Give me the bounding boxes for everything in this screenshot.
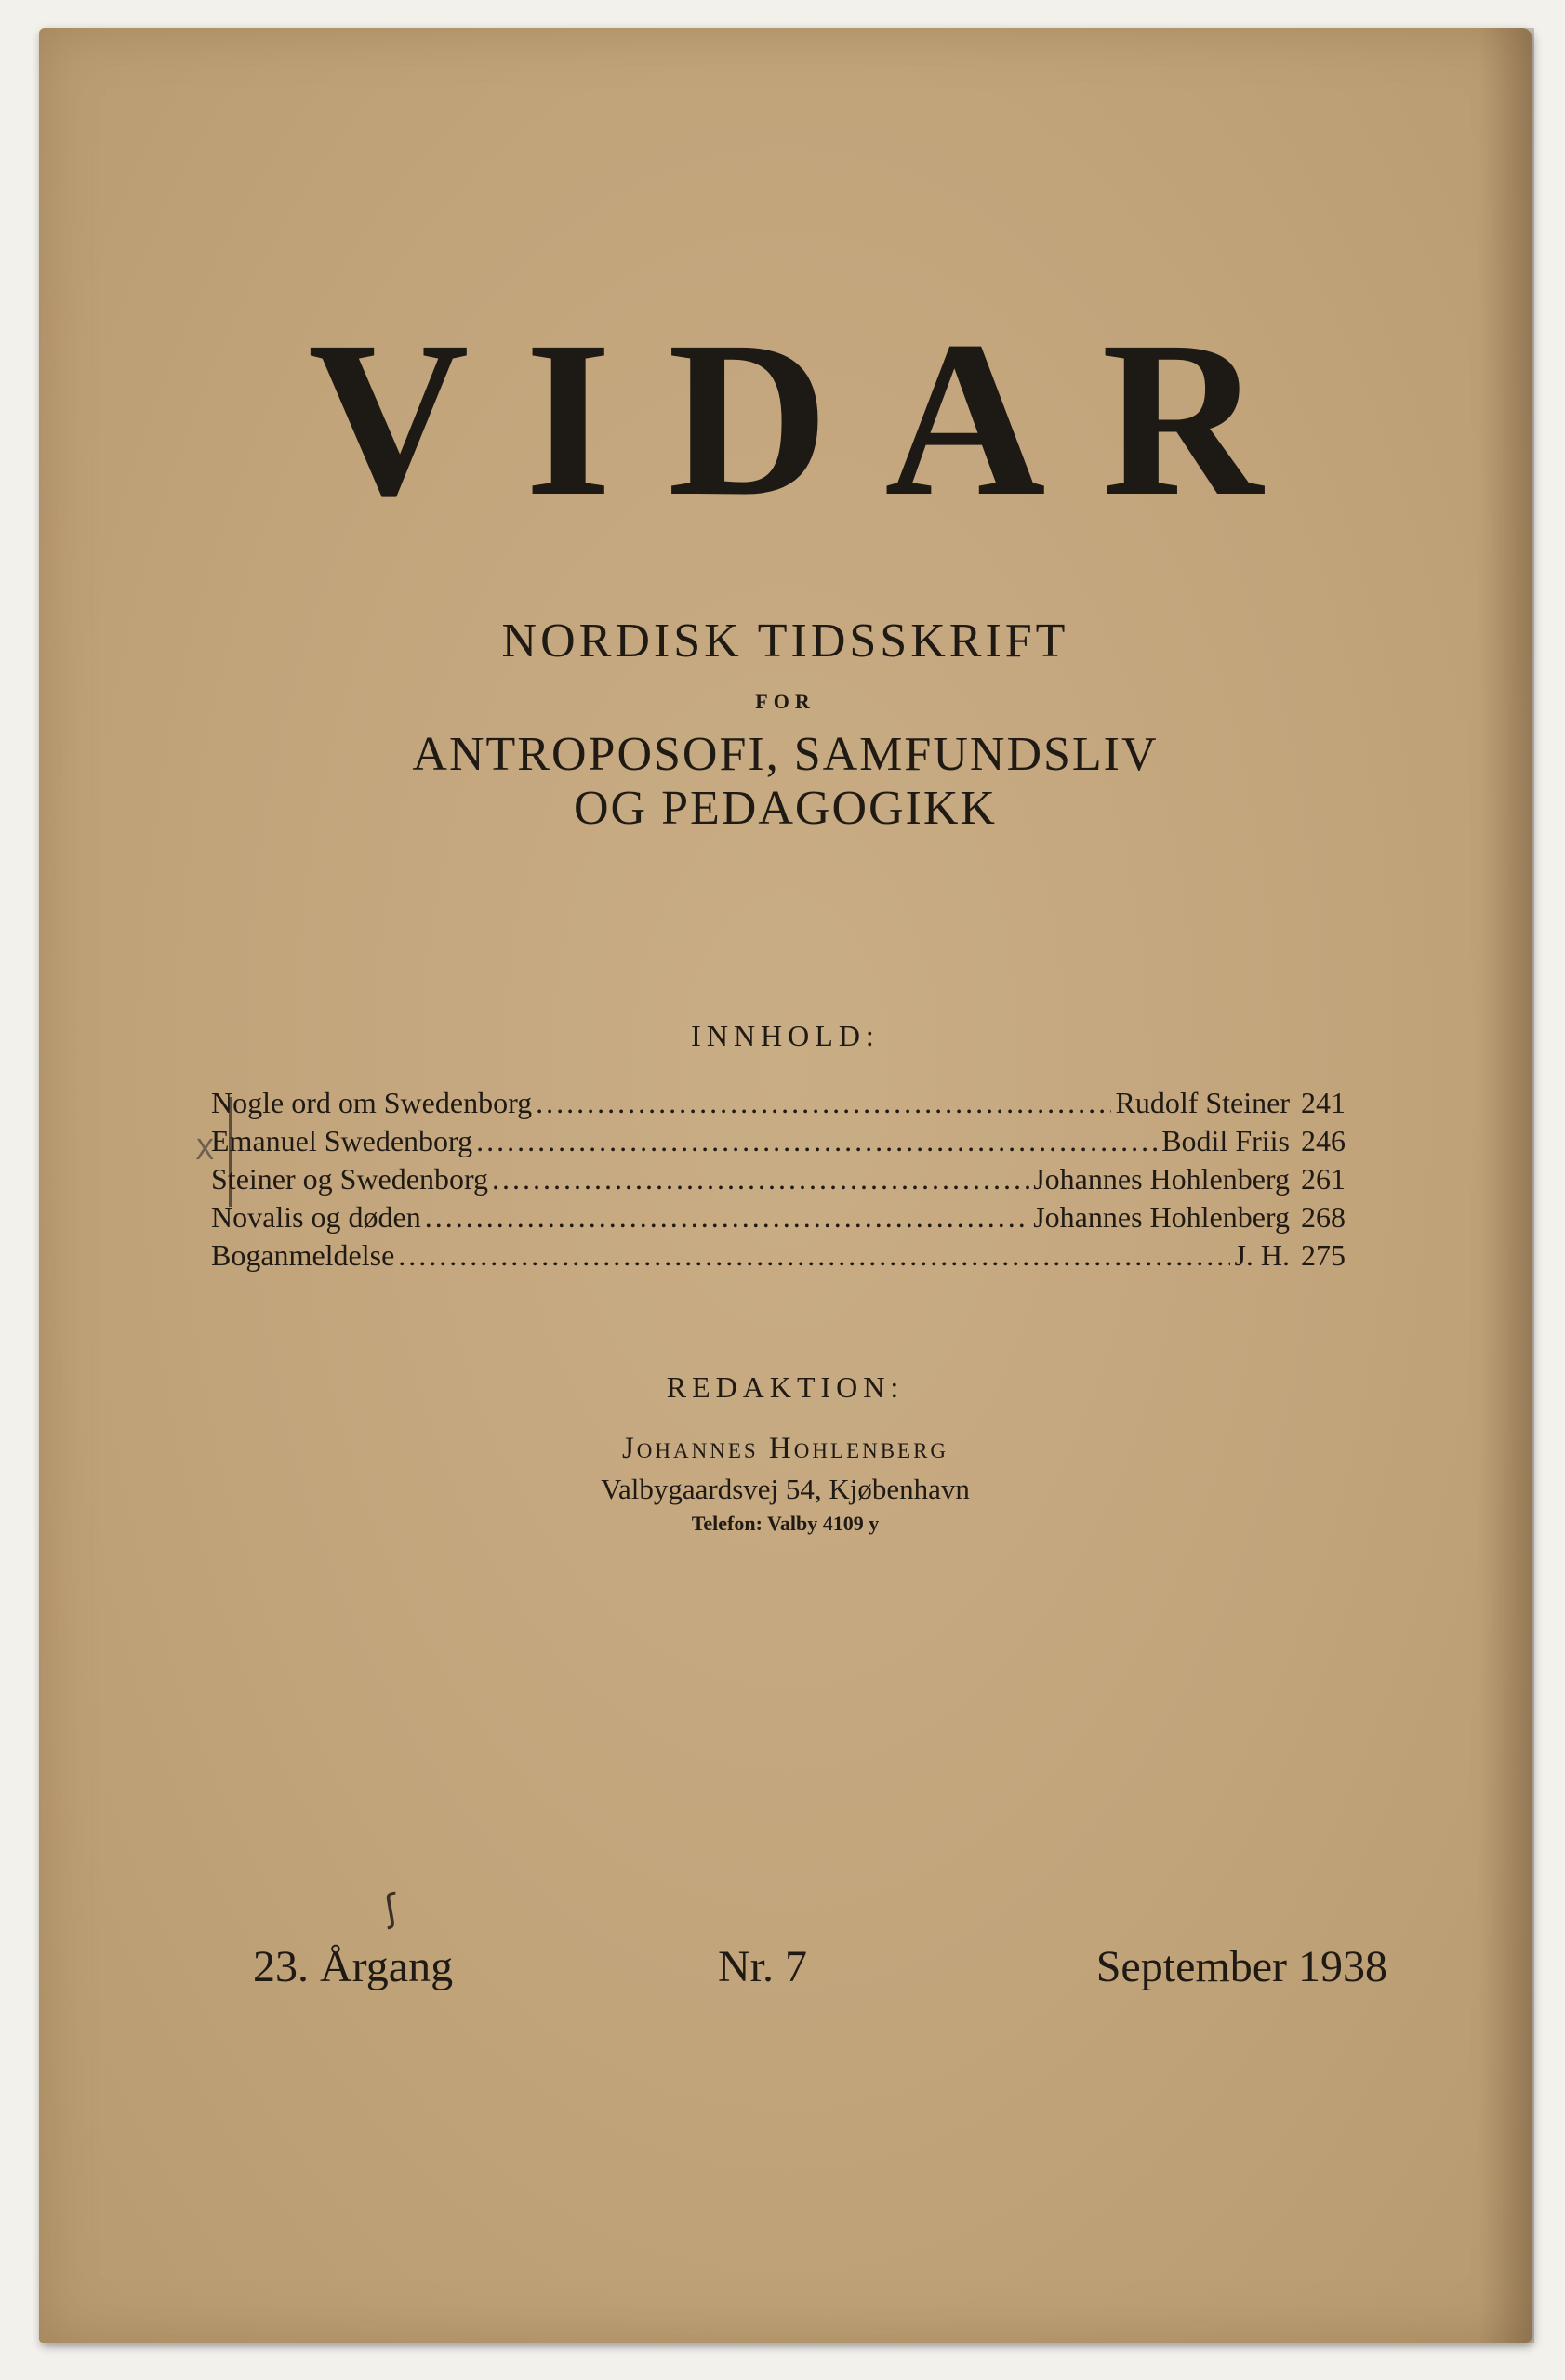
editorial-heading: REDAKTION: (666, 1370, 905, 1404)
toc-entry-page: 268 (1301, 1200, 1346, 1234)
toc-entry-page: 261 (1301, 1162, 1346, 1196)
issue-number: Nr. 7 (718, 1942, 807, 1991)
toc-dot-leader (536, 1084, 1111, 1122)
toc-entry-author: Johannes Hohlenberg (1033, 1162, 1290, 1196)
contents-heading: INNHOLD: (691, 1019, 880, 1052)
toc-entry-title: Emanuel Swedenborg (211, 1124, 473, 1157)
volume-label: 23. Årgang (253, 1942, 454, 1991)
toc-dot-leader (398, 1236, 1230, 1275)
toc-entry-title: Steiner og Swedenborg (211, 1162, 489, 1196)
editor-phone: Telefon: Valby 4109 y (691, 1512, 880, 1535)
issue-date: September 1938 (1095, 1942, 1387, 1991)
toc-entry (211, 1160, 1346, 1198)
toc-dot-leader (476, 1122, 1158, 1160)
issue-info (216, 1941, 1387, 1997)
toc-entry-author: Bodil Friis (1161, 1124, 1290, 1157)
toc-entry-page: 241 (1301, 1086, 1346, 1119)
pencil-margin-mark: X (195, 1134, 215, 1167)
toc-entry (211, 1122, 1346, 1160)
editor-address: Valbygaardsvej 54, Kjøbenhavn (601, 1473, 970, 1505)
pencil-scribble: ʃ (381, 1886, 402, 1931)
toc-entry-title: Nogle ord om Swedenborg (211, 1086, 533, 1119)
toc-entry-page: 246 (1301, 1124, 1346, 1157)
toc-entry-author: Rudolf Steiner (1115, 1086, 1290, 1119)
magazine-cover (39, 28, 1532, 2343)
toc-dot-leader (425, 1198, 1029, 1236)
toc-entry (211, 1198, 1346, 1236)
subtitle-for: FOR (755, 690, 816, 713)
subtitle-line-2: ANTROPOSOFI, SAMFUNDSLIV (412, 728, 1159, 781)
toc-entry-title: Boganmeldelse (211, 1238, 395, 1272)
subtitle-line-1: NORDISK TIDSSKRIFT (501, 615, 1069, 668)
toc-entry (211, 1236, 1346, 1275)
toc-entry-page: 275 (1301, 1238, 1346, 1272)
toc-entry-author: J. H. (1234, 1238, 1290, 1272)
toc-entry-title: Novalis og døden (211, 1200, 421, 1234)
toc-dot-leader (492, 1160, 1029, 1198)
table-of-contents (211, 1084, 1346, 1275)
subtitle-line-3: OG PEDAGOGIKK (574, 782, 997, 835)
toc-entry-author: Johannes Hohlenberg (1033, 1200, 1290, 1234)
masthead-title: VIDAR (308, 295, 1319, 542)
editor-name: Johannes Hohlenberg (621, 1432, 949, 1465)
toc-entry (211, 1084, 1346, 1122)
